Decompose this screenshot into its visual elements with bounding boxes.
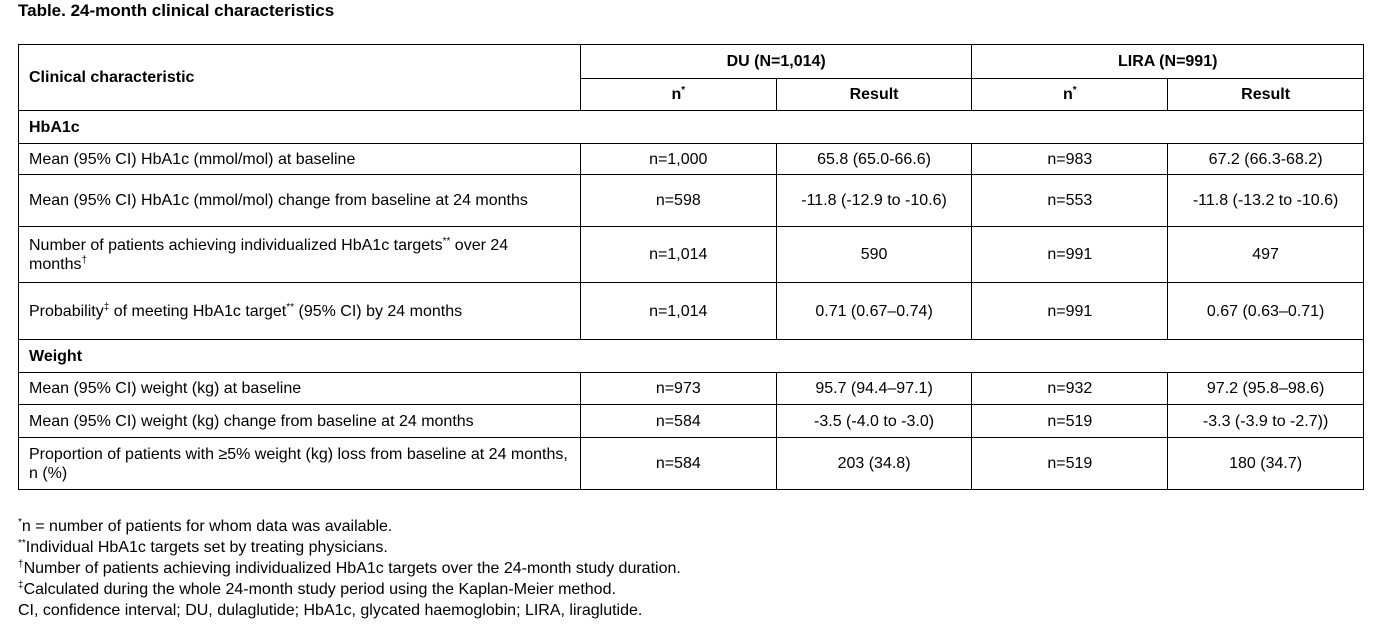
header-du-result: Result: [776, 79, 972, 111]
footnote-text: Individual HbA1c targets set by treating physicians.: [25, 539, 388, 556]
lira-n-cell: n=932: [972, 373, 1168, 405]
lira-n-cell: n=991: [972, 283, 1168, 340]
row-label-text: (95% CI) by 24 months: [294, 302, 463, 320]
header-du-n: [580, 79, 776, 111]
header-group-du: DU (N=1,014): [580, 45, 972, 79]
du-n-cell: n=598: [580, 175, 776, 227]
header-n-label: n: [671, 86, 682, 103]
du-result-cell: -3.5 (-4.0 to -3.0): [776, 405, 972, 438]
lira-result-cell: 0.67 (0.63–0.71): [1168, 283, 1364, 340]
row-label-text: over 24 months: [29, 236, 509, 273]
lira-n-cell: n=553: [972, 175, 1168, 227]
footnote-text: Calculated during the whole 24-month study period using the Kaplan-Meier method.: [23, 581, 616, 598]
row-label: Mean (95% CI) weight (kg) change from baseline at 24 months: [19, 405, 581, 438]
footnote-mark: ‡: [103, 301, 110, 313]
header-clinical-characteristic: Clinical characteristic: [19, 45, 581, 111]
lira-n-cell: n=519: [972, 438, 1168, 490]
footnote: [18, 558, 681, 579]
footnote-mark: †: [18, 559, 24, 570]
footnote: [18, 600, 681, 621]
du-n-cell: n=584: [580, 438, 776, 490]
header-row-groups: [19, 45, 1364, 79]
lira-result-cell: -3.3 (-3.9 to -2.7)): [1168, 405, 1364, 438]
du-n-cell: n=584: [580, 405, 776, 438]
row-label: Proportion of patients with ≥5% weight (kg) loss from baseline at 24 months, n (%): [19, 438, 581, 490]
footnote-mark: *: [1072, 85, 1077, 96]
header-group-lira: LIRA (N=991): [972, 45, 1364, 79]
footnote-mark: *: [681, 85, 686, 96]
row-label-text: Number of patients achieving individualized HbA1c targets: [29, 236, 443, 254]
section-row-weight: [19, 340, 1364, 373]
du-result-cell: 95.7 (94.4–97.1): [776, 373, 972, 405]
table-title: Table. 24-month clinical characteristics: [18, 1, 335, 20]
lira-result-cell: 497: [1168, 227, 1364, 283]
section-title: HbA1c: [19, 111, 1364, 144]
lira-result-cell: 67.2 (66.3-68.2): [1168, 144, 1364, 175]
lira-n-cell: n=991: [972, 227, 1168, 283]
du-n-cell: n=1,000: [580, 144, 776, 175]
header-lira-n: [972, 79, 1168, 111]
row-label: Mean (95% CI) weight (kg) at baseline: [19, 373, 581, 405]
table-row: [19, 283, 1364, 340]
du-n-cell: n=1,014: [580, 227, 776, 283]
footnote: [18, 579, 681, 600]
footnote-mark: *: [18, 517, 22, 528]
du-result-cell: 65.8 (65.0-66.6): [776, 144, 972, 175]
row-label: [19, 283, 581, 340]
row-label: Mean (95% CI) HbA1c (mmol/mol) change from baseline at 24 months: [19, 175, 581, 227]
du-n-cell: n=973: [580, 373, 776, 405]
clinical-characteristics-table: [18, 44, 1364, 490]
du-n-cell: n=1,014: [580, 283, 776, 340]
footnote: [18, 537, 681, 558]
row-label-text: Probability: [29, 302, 104, 320]
lira-result-cell: 180 (34.7): [1168, 438, 1364, 490]
footnotes: [18, 516, 681, 621]
lira-n-cell: n=519: [972, 405, 1168, 438]
header-lira-result: Result: [1168, 79, 1364, 111]
footnote-mark: **: [18, 538, 26, 549]
table-row: [19, 144, 1364, 175]
table-row: [19, 227, 1364, 283]
footnote-mark: **: [442, 235, 451, 247]
row-label: [19, 227, 581, 283]
footnote-text: n = number of patients for whom data was available.: [21, 518, 393, 535]
du-result-cell: 590: [776, 227, 972, 283]
table-row: [19, 175, 1364, 227]
row-label: Mean (95% CI) HbA1c (mmol/mol) at baseline: [19, 144, 581, 175]
footnote: [18, 516, 681, 537]
section-row-hba1c: [19, 111, 1364, 144]
section-title: Weight: [19, 340, 1364, 373]
table-row: [19, 373, 1364, 405]
lira-result-cell: 97.2 (95.8–98.6): [1168, 373, 1364, 405]
footnote-text: CI, confidence interval; DU, dulaglutide; HbA1c, glycated haemoglobin; LIRA, liraglutide.: [18, 602, 643, 619]
footnote-text: Number of patients achieving individualized HbA1c targets over the 24-month study duration.: [23, 560, 681, 577]
table-row: [19, 405, 1364, 438]
footnote-mark: †: [81, 254, 88, 266]
table-row: [19, 438, 1364, 490]
du-result-cell: 203 (34.8): [776, 438, 972, 490]
row-label-text: of meeting HbA1c target: [109, 302, 287, 320]
header-n-label: n: [1062, 86, 1073, 103]
lira-result-cell: -11.8 (-13.2 to -10.6): [1168, 175, 1364, 227]
lira-n-cell: n=983: [972, 144, 1168, 175]
footnote-mark: **: [286, 301, 295, 313]
footnote-mark: ‡: [18, 580, 24, 591]
du-result-cell: 0.71 (0.67–0.74): [776, 283, 972, 340]
du-result-cell: -11.8 (-12.9 to -10.6): [776, 175, 972, 227]
